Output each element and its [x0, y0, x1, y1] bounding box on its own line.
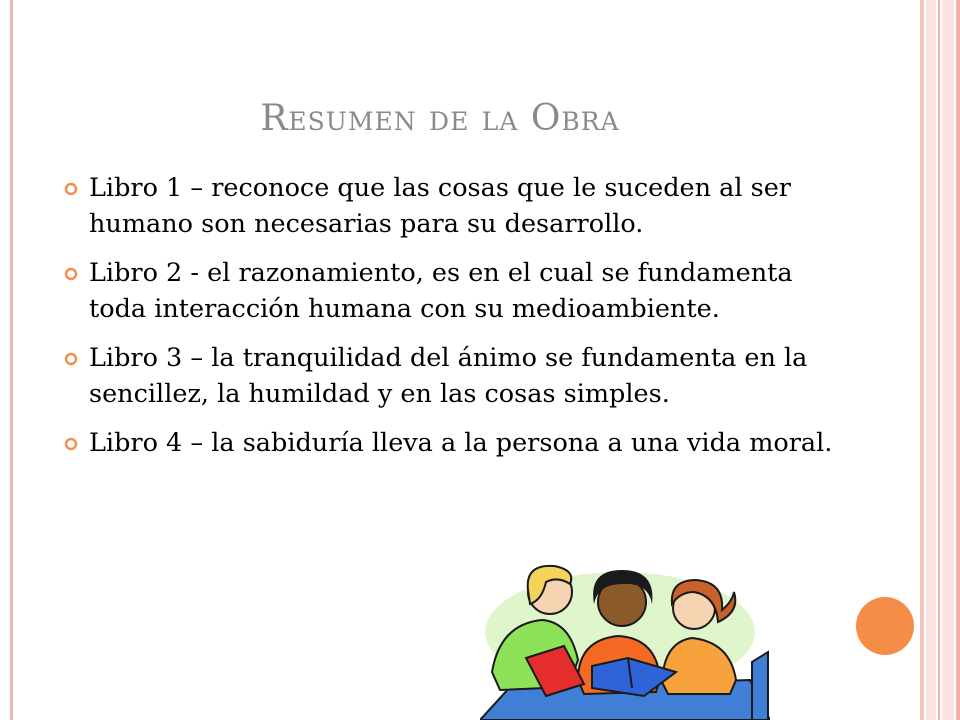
students-reading-clipart: [480, 562, 770, 720]
right-decor-stripe: [926, 0, 936, 720]
right-decor-stripe: [938, 0, 940, 720]
right-decor-stripe: [956, 0, 960, 720]
bullet-text: Libro 3 – la tranquilidad del ánimo se fundamenta en la sencillez, la humildad y en las cosas simples.: [89, 343, 808, 409]
ring-bullet-icon: [64, 182, 78, 196]
ring-bullet-icon: [64, 352, 78, 366]
ring-bullet-icon: [64, 437, 78, 451]
bullet-item: [64, 255, 844, 327]
bullet-item: [64, 170, 844, 242]
slide-title: Resumen de la Obra: [260, 98, 620, 139]
bullet-text: Libro 4 – la sabiduría lleva a la persona a una vida moral.: [89, 428, 833, 458]
bullet-list: [64, 170, 844, 474]
bullet-text: Libro 1 – reconoce que las cosas que le suceden al ser humano son necesarias para su desarrollo.: [89, 173, 791, 239]
bullet-item: [64, 340, 844, 412]
bullet-item: [64, 425, 844, 461]
ring-bullet-icon: [64, 267, 78, 281]
right-decor-stripe: [942, 0, 954, 720]
accent-circle: [856, 597, 914, 655]
right-decor-stripe: [920, 0, 924, 720]
bullet-text: Libro 2 - el razonamiento, es en el cual se fundamenta toda interacción humana con su medioambiente.: [89, 258, 793, 324]
